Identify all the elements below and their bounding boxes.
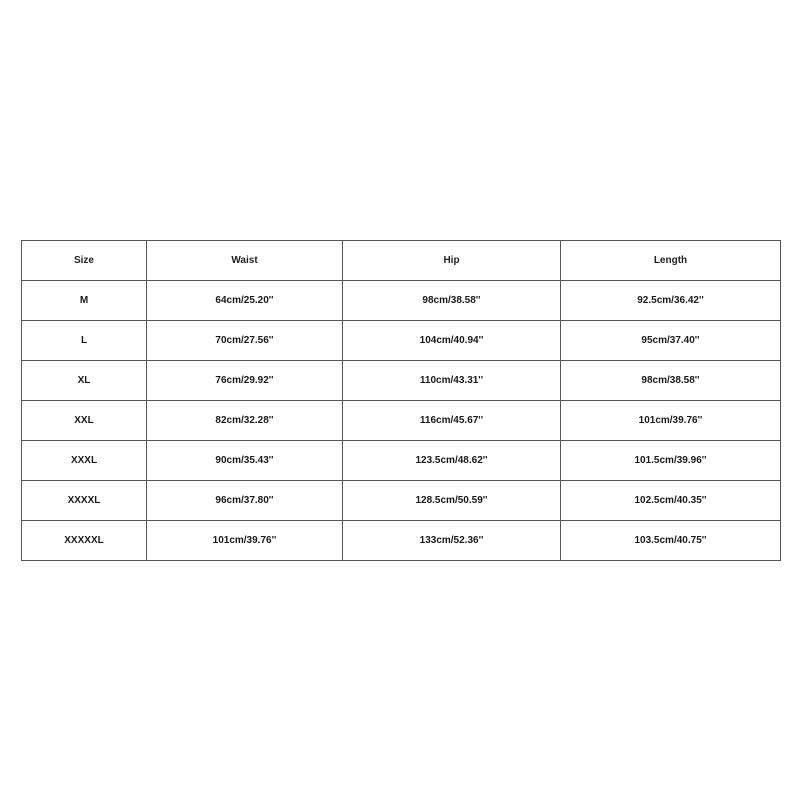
cell-waist: 76cm/29.92'' (147, 361, 343, 401)
table-row (22, 361, 781, 401)
header-waist: Waist (147, 241, 343, 281)
cell-waist: 96cm/37.80'' (147, 481, 343, 521)
cell-hip: 116cm/45.67'' (343, 401, 561, 441)
cell-length: 95cm/37.40'' (561, 321, 781, 361)
table-header (22, 241, 781, 281)
cell-waist: 82cm/32.28'' (147, 401, 343, 441)
cell-length: 101.5cm/39.96'' (561, 441, 781, 481)
cell-hip: 128.5cm/50.59'' (343, 481, 561, 521)
cell-size: L (22, 321, 147, 361)
cell-size: M (22, 281, 147, 321)
table-body (22, 281, 781, 561)
cell-size: XXL (22, 401, 147, 441)
cell-size: XXXXL (22, 481, 147, 521)
cell-length: 92.5cm/36.42'' (561, 281, 781, 321)
table-row (22, 321, 781, 361)
cell-size: XL (22, 361, 147, 401)
table-row (22, 441, 781, 481)
table-row (22, 521, 781, 561)
cell-hip: 110cm/43.31'' (343, 361, 561, 401)
table-row (22, 481, 781, 521)
cell-length: 102.5cm/40.35'' (561, 481, 781, 521)
cell-size: XXXXXL (22, 521, 147, 561)
cell-waist: 64cm/25.20'' (147, 281, 343, 321)
size-chart-table (21, 240, 781, 561)
cell-hip: 133cm/52.36'' (343, 521, 561, 561)
header-row (22, 241, 781, 281)
header-length: Length (561, 241, 781, 281)
cell-length: 103.5cm/40.75'' (561, 521, 781, 561)
cell-waist: 70cm/27.56'' (147, 321, 343, 361)
cell-waist: 101cm/39.76'' (147, 521, 343, 561)
cell-length: 98cm/38.58'' (561, 361, 781, 401)
header-size: Size (22, 241, 147, 281)
cell-size: XXXL (22, 441, 147, 481)
table-row (22, 281, 781, 321)
cell-waist: 90cm/35.43'' (147, 441, 343, 481)
cell-hip: 123.5cm/48.62'' (343, 441, 561, 481)
cell-hip: 98cm/38.58'' (343, 281, 561, 321)
cell-length: 101cm/39.76'' (561, 401, 781, 441)
header-hip: Hip (343, 241, 561, 281)
cell-hip: 104cm/40.94'' (343, 321, 561, 361)
table-row (22, 401, 781, 441)
